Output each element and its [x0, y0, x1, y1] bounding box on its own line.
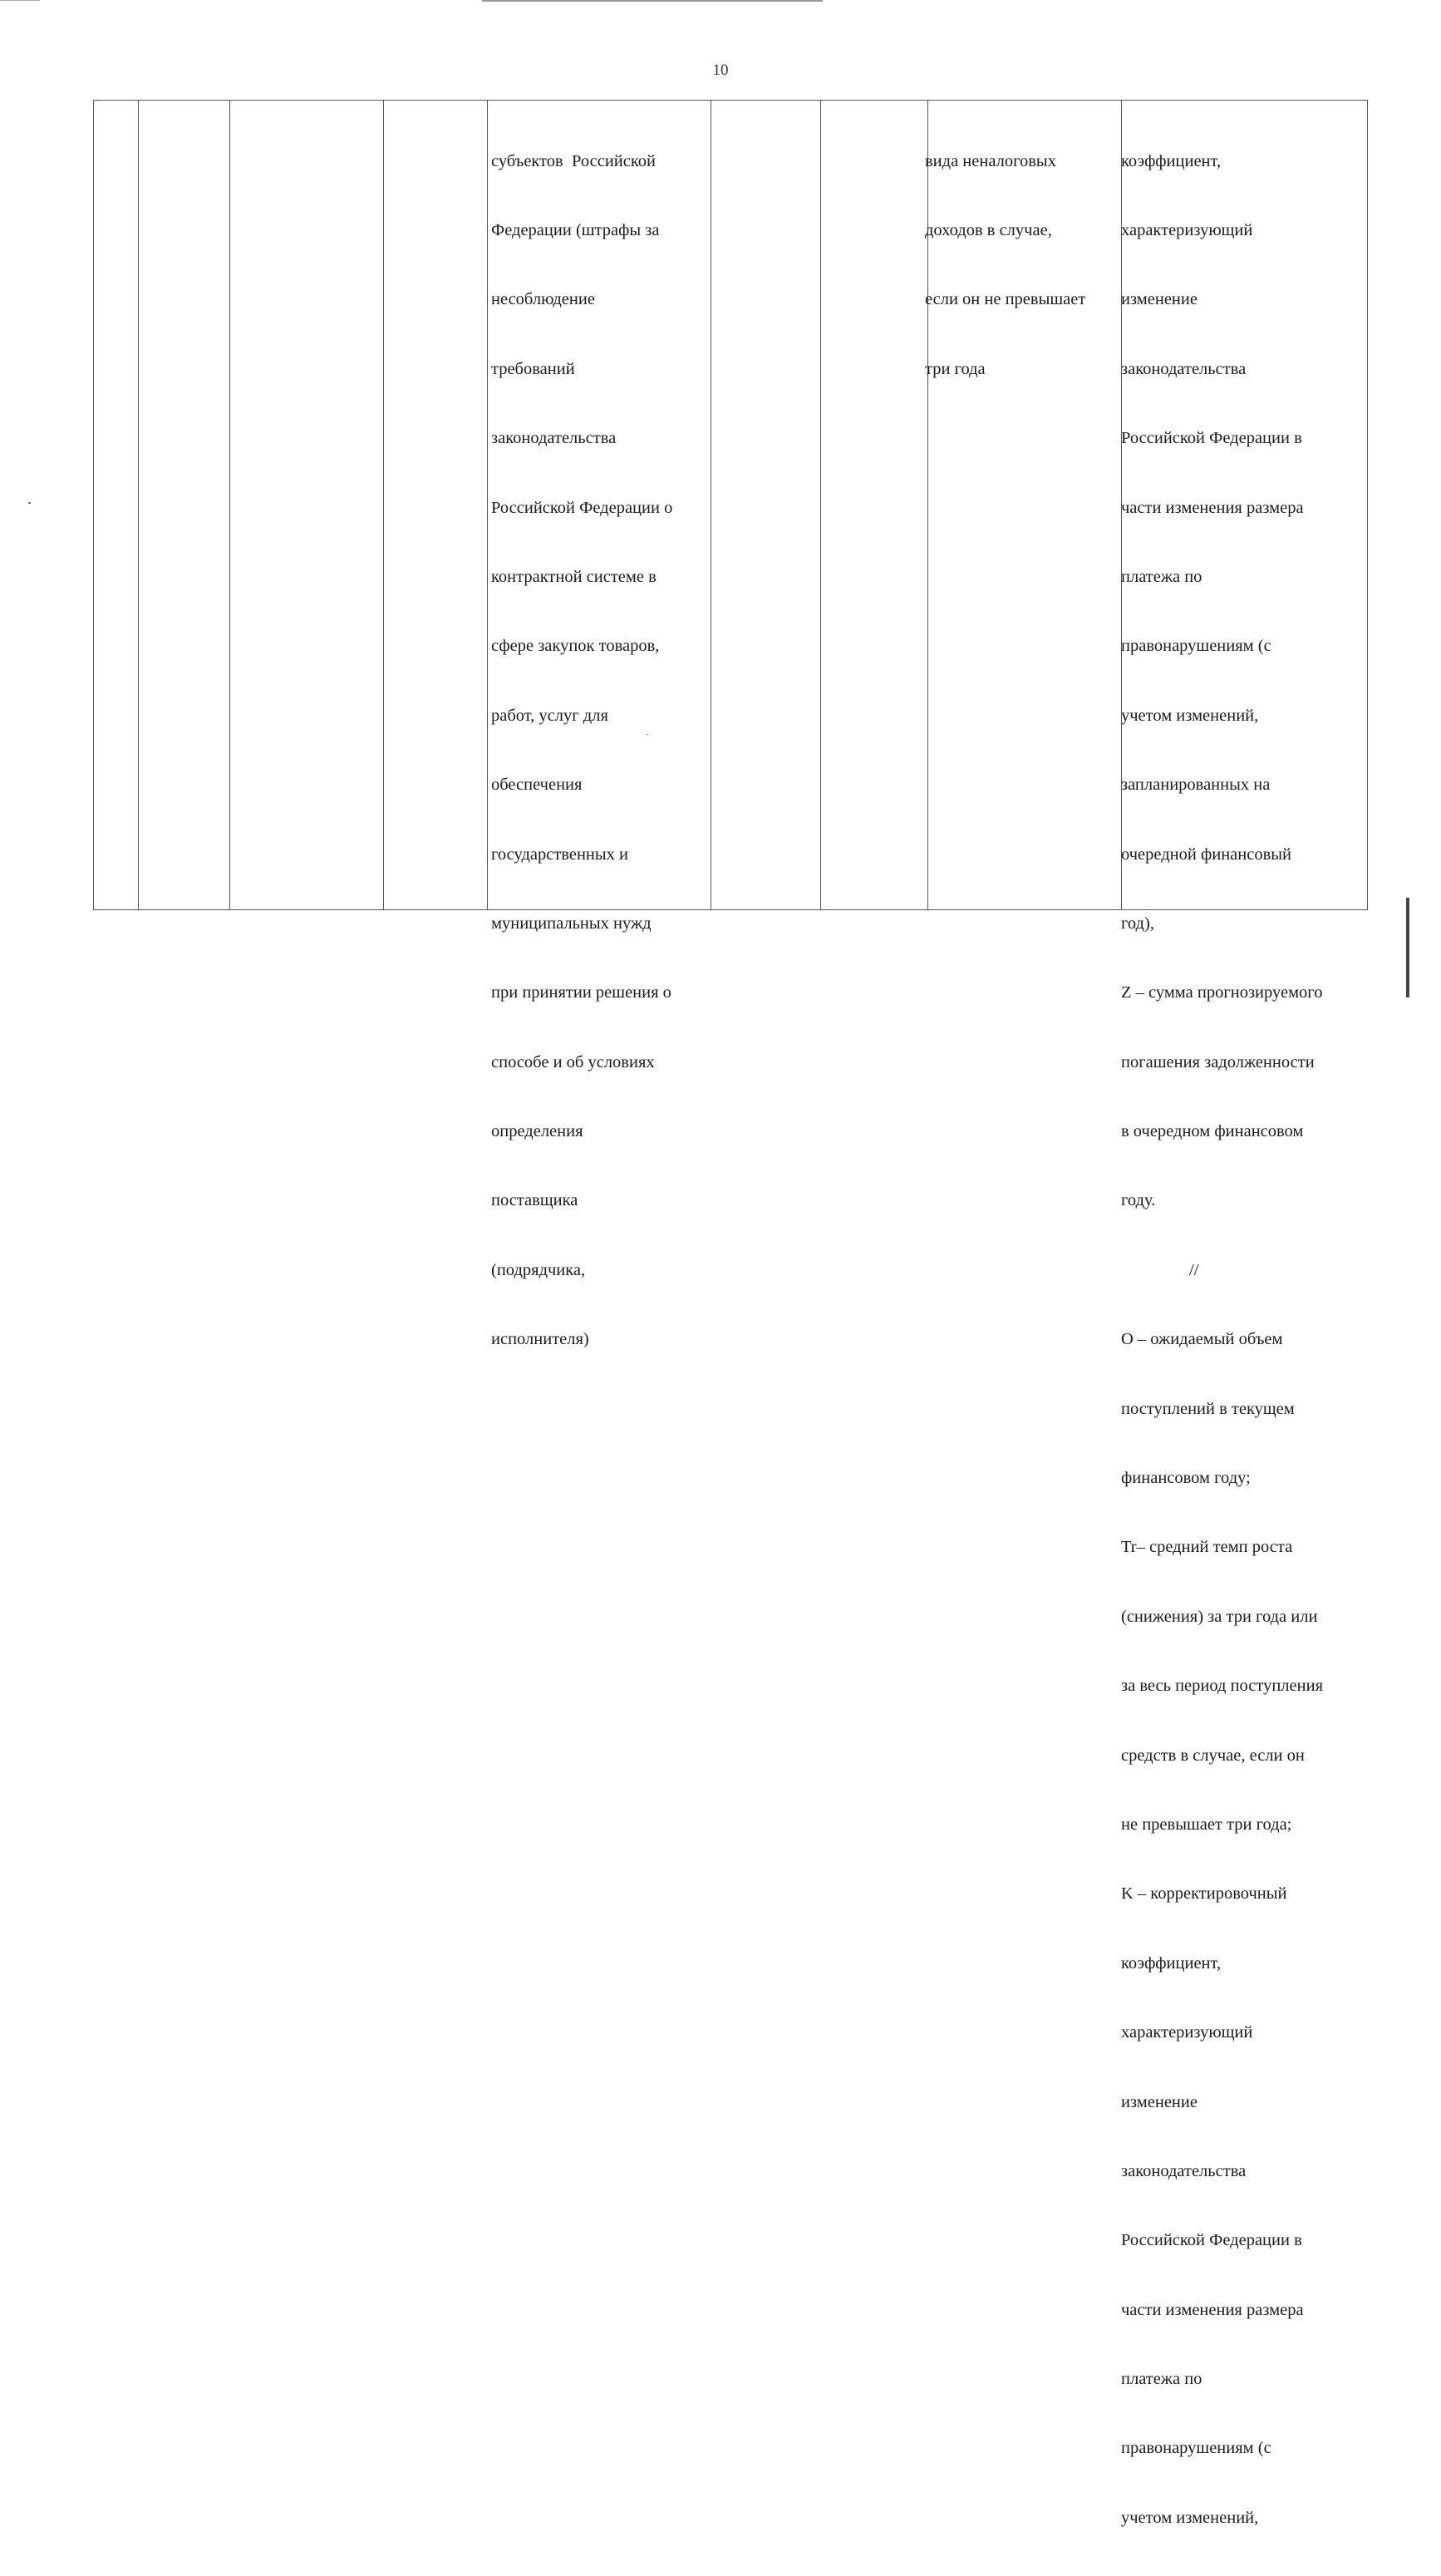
- cell-line: доходов в случае,: [925, 220, 1052, 239]
- cell-line: год),: [1121, 914, 1154, 933]
- cell-line: учетом изменений,: [1121, 706, 1259, 725]
- cell-text-col5: [491, 104, 672, 1398]
- scan-edge-left: [0, 0, 40, 1]
- cell-line: Российской Федерации в: [1121, 2231, 1302, 2250]
- cell-line: средств в случае, если он: [1121, 1746, 1305, 1765]
- cell-line: контрактной системе в: [491, 567, 657, 586]
- scan-speck: [28, 502, 31, 504]
- cell-line: платежа по: [1121, 2370, 1202, 2389]
- cell-line: правонарушениям (с: [1121, 637, 1271, 656]
- cell-line: очередной финансовый: [1121, 845, 1292, 864]
- cell-line: законодательства: [1121, 2161, 1247, 2180]
- table-column-divider-4: [487, 101, 488, 909]
- cell-line: субъектов Российской: [491, 151, 657, 170]
- cell-line: несоблюдение: [491, 290, 595, 309]
- cell-line: (подрядчика,: [491, 1260, 586, 1279]
- cell-line: обеспечения: [491, 776, 583, 795]
- cell-line: O – ожидаемый объем: [1121, 1330, 1283, 1349]
- cell-line: если он не превышает: [925, 290, 1086, 309]
- table-column-divider-2: [229, 101, 230, 909]
- scan-edge-top: [482, 0, 823, 2]
- cell-line: законодательства: [1121, 359, 1247, 378]
- cell-line: поступлений в текущем: [1121, 1399, 1295, 1418]
- cell-line: три года: [925, 359, 986, 378]
- cell-line: Российской Федерации в: [1121, 429, 1302, 448]
- cell-line: платежа по: [1121, 567, 1202, 586]
- cell-line: Tr– средний темп роста: [1121, 1538, 1293, 1557]
- cell-line: правонарушениям (с: [1121, 2439, 1271, 2458]
- cell-text-col8: [925, 104, 1085, 427]
- table-column-divider-3: [383, 101, 384, 909]
- cell-line: изменение: [1121, 290, 1198, 309]
- cell-line: законодательства: [491, 429, 617, 448]
- cell-line: характеризующий: [1121, 220, 1253, 239]
- table-column-divider-1: [138, 101, 139, 909]
- cell-line: при принятии решения о: [491, 983, 671, 1002]
- cell-line: K – корректировочный: [1121, 1884, 1287, 1904]
- cell-line: коэффициент,: [1121, 151, 1222, 170]
- cell-text-col9: [1121, 104, 1323, 2576]
- cell-line: исполнителя): [491, 1330, 589, 1349]
- cell-line: году.: [1121, 1191, 1156, 1210]
- cell-line: части изменения размера: [1121, 2300, 1304, 2319]
- cell-line: способе и об условиях: [491, 1052, 655, 1071]
- scan-edge-right: [1406, 898, 1409, 997]
- scan-speck-small: [647, 734, 648, 735]
- cell-line: государственных и: [491, 845, 629, 864]
- cell-line: сфере закупок товаров,: [491, 637, 660, 656]
- cell-line: Z – сумма прогнозируемого: [1121, 983, 1323, 1002]
- table-column-divider-6: [820, 101, 821, 909]
- cell-line: работ, услуг для: [491, 706, 608, 725]
- cell-line: //: [1121, 1260, 1199, 1279]
- cell-line: Федерации (штрафы за: [491, 220, 660, 239]
- cell-line: за весь период поступления: [1121, 1677, 1324, 1696]
- cell-line: изменение: [1121, 2092, 1198, 2111]
- cell-line: (снижения) за три года или: [1121, 1607, 1318, 1626]
- cell-line: финансовом году;: [1121, 1469, 1251, 1488]
- cell-line: коэффициент,: [1121, 1953, 1222, 1973]
- cell-line: муниципальных нужд: [491, 914, 652, 933]
- page-number: 10: [712, 62, 729, 79]
- cell-line: требований: [491, 359, 575, 378]
- cell-line: Российской Федерации о: [491, 498, 673, 517]
- document-table: [93, 100, 1368, 2527]
- cell-line: вида неналоговых: [925, 151, 1056, 170]
- cell-line: определения: [491, 1122, 583, 1141]
- cell-line: части изменения размера: [1121, 498, 1304, 517]
- cell-line: запланированных на: [1121, 776, 1271, 795]
- cell-line: не превышает три года;: [1121, 1815, 1292, 1834]
- cell-line: учетом изменений,: [1121, 2508, 1259, 2527]
- cell-line: поставщика: [491, 1191, 578, 1210]
- cell-line: в очередном финансовом: [1121, 1122, 1304, 1141]
- cell-line: погашения задолженности: [1121, 1052, 1315, 1071]
- cell-line: характеризующий: [1121, 2023, 1253, 2042]
